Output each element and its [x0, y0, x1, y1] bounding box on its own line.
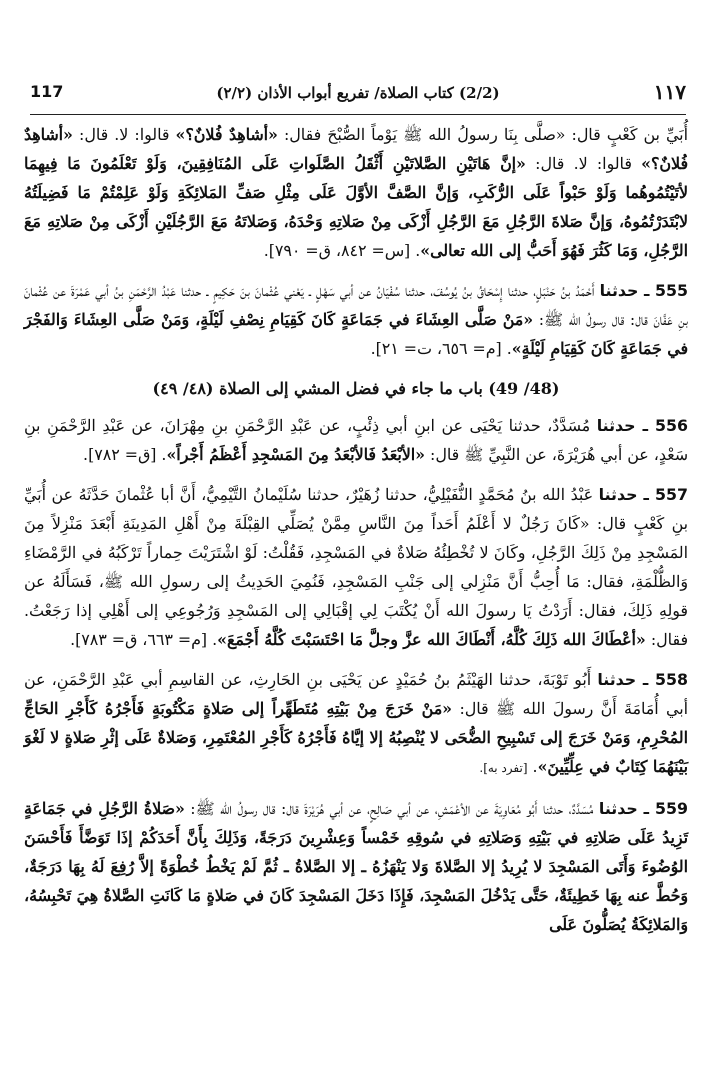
narration-text: أَبُو تَوْبَةَ، حدثنا الهَيْثَمُ بنُ حُمَيْدٍ عن يَحْيَى بنِ الحَارِثِ، عن القاسِمِ أبي عَبْدِ الرَّحْمَنِ، عن أبي أُمَامَةَ أَنَّ رسولَ الله ﷺ قال:: [24, 670, 688, 718]
hadith-number: 558 ـ حدثنا: [597, 670, 688, 689]
hadith-556: [24, 411, 688, 469]
reference-note: [تفرد به].: [479, 761, 528, 775]
hadith-text: «مَنْ خَرَجَ مِنْ بَيْتِهِ مُتَطَهِّراً إلى صَلاةٍ مَكْتُوبَةٍ فَأَجْرُهُ كَأَجْرِ الحَاجِّ المُحْرِمِ، وَمَنْ خَرَجَ إلى تَسْبِيحِ الضُّحَى لا يُنْصِبُهُ إلا إيَّاهُ فَأَجْرُهُ كَأَجْرِ المُعْتَمِرِ، وَصَلاةٌ عَلَى إثْرِ صَلاةٍ لا لَغْوَ بَيْنَهُمَا كِتَابٌ في عِلِّيِّينَ»: [24, 699, 688, 776]
hadith-text: «أشاهِدٌ فُلانٌ؟»: [175, 125, 278, 144]
narration-text: قالوا: لا. قال:: [72, 125, 176, 144]
hadith-555: [24, 276, 688, 363]
hadith-text: «أشاهِدٌ فُلانٌ؟»: [24, 125, 688, 173]
narration-text: مُسَدَّدٌ، حدثنا أَبُو مُعَاوِيَةَ عن الأعْمَشِ، عن أبي صَالِحٍ، عن أبي هُرَيْرَةَ قال: قال رسولُ الله ﷺ:: [184, 799, 599, 818]
hadith-continuation: [24, 120, 688, 265]
hadith-text: «الأبْعَدُ فَالأبْعَدُ مِنَ المَسْجِدِ أَعْظَمُ أَجْراً»: [166, 445, 426, 464]
hadith-number: 559 ـ حدثنا: [598, 799, 688, 818]
running-title: (2/2) كتاب الصلاة/ تفريع أبواب الأذان (٢/٢): [216, 84, 500, 102]
hadith-number: 555 ـ حدثنا: [599, 281, 688, 300]
header-rule: [30, 114, 686, 115]
hadith-text: «صَلاةُ الرَّجُلِ في جَمَاعَةٍ تَزِيدُ عَلَى صَلاتِهِ في بَيْتِهِ وَصَلاتِهِ في سُوقِهِ خَمْساً وَعِشْرِينَ دَرَجَةً، وَذَلِكَ بِأَنَّ أَحَدَكُمْ إذَا تَوَضَّأَ فَأَحْسَنَ الوُضُوءَ وَأَتَى المَسْجِدَ لا يُرِيدُ إلا الصَّلاةَ وَلا يَنْهَزُهُ ـ إلا الصَّلاةُ ـ ثُمَّ لَمْ يَخْطُ خُطْوَةً إلاَّ رُفِعَ لَهُ بِهَا دَرَجَةٌ، وَحُطَّ عنه بِهَا خَطِيئَةٌ، حَتَّى يَدْخُلَ المَسْجِدَ، فَإِذَا دَخَلَ المَسْجِدَ كَانَ في صَلاةٍ مَا كَانَتِ الصَّلاةُ هِيَ تَحْبِسُهُ، وَالمَلائِكَةُ يُصَلُّونَ عَلَى: [24, 799, 688, 934]
hadith-text: (48/ 49) باب ما جاء في فضل المشي إلى الصلاة (٤٨/ ٤٩): [152, 379, 560, 398]
page-header: [30, 82, 686, 112]
narration-text: أُبَيِّ بن كَعْبٍ قال: «صلَّى بِنَا رسولُ الله ﷺ يَوْماً الصُّبْحَ فقال:: [277, 125, 688, 144]
narration-text: قالوا: لا. قال:: [525, 154, 642, 173]
hadith-559: [24, 794, 688, 939]
narration-text: «كَانَ رَجُلٌ لا أَعْلَمُ أَحَداً مِنَ النَّاسِ مِمَّنْ يُصَلِّي القِبْلَةَ مِنْ أَهْلِ المَدِينَةِ أَبْعَدَ مَنْزِلاً مِنَ المَسْجِدِ مِنْ ذَلِكَ الرَّجُلِ، وكَانَ لا تُخْطِئُهُ صَلاةٌ في المَسْجِدِ، فَقُلْتُ: لَوْ اشْتَرَيْتَ حِماراً تَرْكَبُهُ في الرَّمْضَاءِ وَالظُّلْمَةِ، فقال: مَا أُحِبُّ أَنَّ مَنْزِلي إلى جَنْبِ المَسْجِدِ، فَنُمِيَ الحَدِيثُ إلى رسولِ الله ﷺ، فَسَأَلَهُ عن قولِهِ ذَلِكَ، فقال: أَرَدْتُ يَا رسولَ الله أَنْ يُكْتَبَ لِي إقْبَالِي إلى المَسْجِدِ وَرُجُوعِي إلى أَهْلِي إذا رَجَعْتُ. فقال:: [24, 514, 688, 649]
hadith-number: 556 ـ حدثنا: [596, 416, 688, 435]
hadith-text: «أعْطَاكَ الله ذَلِكَ كُلَّهُ، أَنْطَاكَ الله عزَّ وجلَّ مَا احْتَسَبْتَ كُلَّهُ أَجْمَعَ»: [217, 630, 646, 649]
hadith-557: [24, 480, 688, 654]
hadith-text: «مَنْ صَلَّى العِشَاءَ في جَمَاعَةٍ كَانَ كَقِيَامِ نِصْفِ لَيْلَةٍ، وَمَنْ صَلَّى العِشَاءَ وَالفَجْرَ في جَمَاعَةٍ كَانَ كَقِيَامِ لَيْلَةٍ»: [24, 310, 688, 358]
narration-text: .: [527, 757, 538, 776]
hadith-text: «إنَّ هَاتَيْنِ الصَّلاتَيْنِ أَثْقَلُ الصَّلَواتِ عَلَى المُنَافِقِينَ، وَلَوْ تَعْلَمُونَ مَا فِيهِمَا لأتَيْتُمُوهُما وَلَوْ حَبْواً عَلَى الرُّكَبِ، وَإنَّ الصَّفَّ الأوَّلَ عَلَى مِثْلِ صَفِّ المَلائِكَةِ وَلَوْ عَلِمْتُمْ مَا فَضِيلَتُهُ لابْتَدَرْتُمُوهُ، وَإنَّ صَلاةَ الرَّجُلِ مَعَ الرَّجُلِ أَزْكَى مِنْ صَلاتِهِ وَحْدَهُ، وَصَلاتَهُ مَعَ الرَّجُلَيْنِ أَزْكَى مِنْ صَلاتِهِ مَعَ الرَّجُلِ، وَمَا كَثُرَ فَهُوَ أَحَبُّ إلى الله تعالى»: [24, 154, 688, 260]
narration-text: أَحْمَدُ بنُ حَنْبَلٍ، حدثنا إِسْحَاقُ بنُ يُوسُفَ، حدثنا سُفْيَانُ عن أبي سَهْلٍ ـ يَعْني عُثْمانَ بنَ حَكِيمٍ ـ حدثنا عَبْدُ الرَّحْمَنِ بنُ أبي عَمْرَةَ عن عُثْمانَ بنِ عَفَّانَ قال: قال رسولُ الله ﷺ:: [24, 281, 689, 329]
narration-text: مُسَدَّدٌ، حدثنا يَحْيَى عن ابنِ أبي ذِئْبٍ، عن عَبْدِ الرَّحْمَنِ بنِ مِهْرَانَ، عن عَبْدِ الرَّحْمَنِ بنِ سَعْدٍ، عن أبي هُرَيْرَةَ، عن النَّبِيِّ ﷺ قال:: [24, 416, 688, 464]
narration-text: . [س= ٨٤٢، ق= ٧٩٠].: [263, 241, 421, 260]
narration-text: . [ق= ٧٨٢].: [83, 445, 167, 464]
chapter-heading: [24, 374, 688, 403]
page-number-latin: 117: [30, 82, 64, 101]
hadith-558: [24, 665, 688, 783]
narration-text: . [م= ٦٦٣، ق= ٧٨٣].: [70, 630, 218, 649]
hadith-number: 557 ـ حدثنا: [598, 485, 688, 504]
page-number-arabic: ١١٧: [653, 80, 686, 104]
page-body: [24, 120, 688, 939]
narration-text: عَبْدُ الله بنُ مُحَمَّدٍ النُّفَيْلِيُّ، حدثنا زُهَيْرٌ، حدثنا سُلَيْمانُ التَّيْمِيُّ، أَنَّ أبا عُثْمانَ حَدَّثَهُ عن أُبَيِّ بنِ كَعْبٍ قال:: [24, 485, 688, 533]
narration-text: . [م= ٦٥٦، ت= ٢١].: [370, 339, 512, 358]
